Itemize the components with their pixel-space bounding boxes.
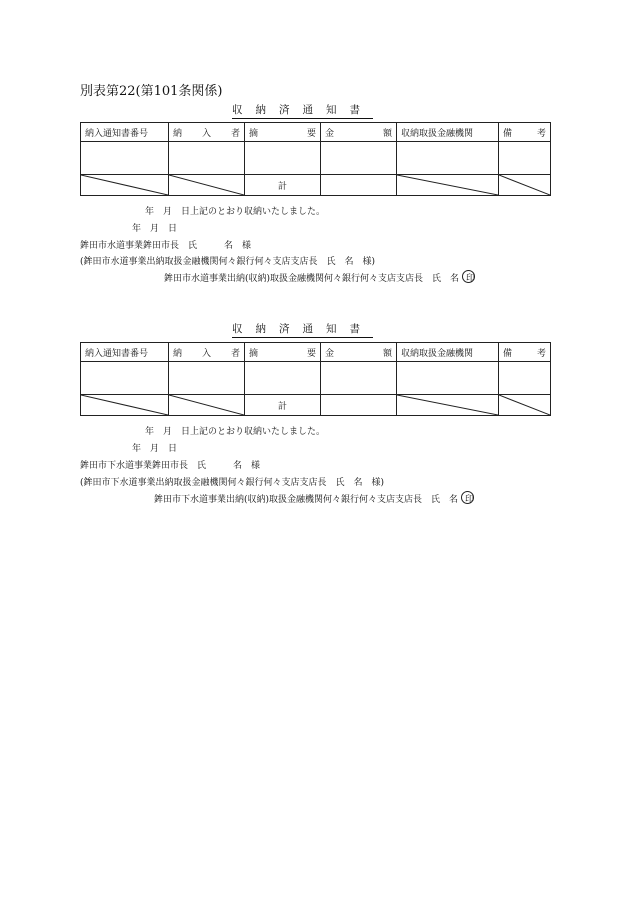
diagonal-cell (81, 395, 169, 416)
total-label: 計 (245, 175, 321, 196)
signer: 鉾田市下水道事業出納(収納)取扱金融機関何々銀行何々支店支店長 氏 名 印 (154, 491, 474, 505)
total-amount-cell (321, 175, 397, 196)
diagonal-cell (169, 175, 245, 196)
blank-cell (245, 142, 321, 175)
addressee: 鉾田市水道事業鉾田市長 氏 名 様 (80, 241, 252, 251)
diagonal-cell (499, 175, 551, 196)
table-header-row (81, 343, 551, 362)
column-header: 収納取扱金融機関 (397, 123, 499, 142)
blank-cell (499, 362, 551, 395)
table-header-row (81, 123, 551, 142)
diagonal-cell (397, 395, 499, 416)
blank-cell (499, 142, 551, 175)
column-header: 備 考 (499, 343, 551, 362)
column-header: 納入通知書番号 (81, 123, 169, 142)
column-header: 備 考 (499, 123, 551, 142)
blank-cell (245, 362, 321, 395)
date-line: 年 月 日 (132, 444, 178, 454)
blank-cell (321, 142, 397, 175)
total-amount-cell (321, 395, 397, 416)
diagonal-cell (397, 175, 499, 196)
diagonal-cell (169, 395, 245, 416)
diagonal-cell (499, 395, 551, 416)
column-header: 摘 要 (245, 123, 321, 142)
table-row (81, 362, 551, 395)
form-title: 収納済通知書 (232, 104, 373, 119)
date-line: 年 月 日 (132, 224, 178, 234)
signer: 鉾田市水道事業出納(収納)取扱金融機関何々銀行何々支店支店長 氏 名 印 (164, 270, 475, 284)
blank-cell (81, 142, 169, 175)
blank-cell (397, 142, 499, 175)
addressee: 鉾田市下水道事業鉾田市長 氏 名 様 (80, 461, 261, 471)
receipt-table (80, 122, 551, 196)
total-row (81, 395, 551, 416)
receipt-statement: 年 月 日上記のとおり収納いたしました。 (145, 207, 326, 217)
receipt-statement: 年 月 日上記のとおり収納いたしました。 (145, 427, 326, 437)
seal-label: 印 (465, 495, 475, 505)
seal-label: 印 (466, 274, 476, 284)
blank-cell (169, 362, 245, 395)
column-header: 金 額 (321, 343, 397, 362)
column-header: 金 額 (321, 123, 397, 142)
column-header: 納入通知書番号 (81, 343, 169, 362)
column-header: 収納取扱金融機関 (397, 343, 499, 362)
diagonal-cell (81, 175, 169, 196)
column-header: 納 入 者 (169, 123, 245, 142)
total-row (81, 175, 551, 196)
form-title: 収納済通知書 (232, 323, 373, 338)
blank-cell (169, 142, 245, 175)
blank-cell (81, 362, 169, 395)
total-label: 計 (245, 395, 321, 416)
receipt-table (80, 342, 551, 416)
blank-cell (321, 362, 397, 395)
blank-cell (397, 362, 499, 395)
table-row (81, 142, 551, 175)
column-header: 摘 要 (245, 343, 321, 362)
column-header: 納 入 者 (169, 343, 245, 362)
addressee-alt: (鉾田市下水道事業出納取扱金融機関何々銀行何々支店支店長 氏 名 様) (80, 478, 385, 488)
document-header: 別表第22(第101条関係) (80, 84, 223, 99)
addressee-alt: (鉾田市水道事業出納取扱金融機関何々銀行何々支店支店長 氏 名 様) (80, 257, 376, 267)
